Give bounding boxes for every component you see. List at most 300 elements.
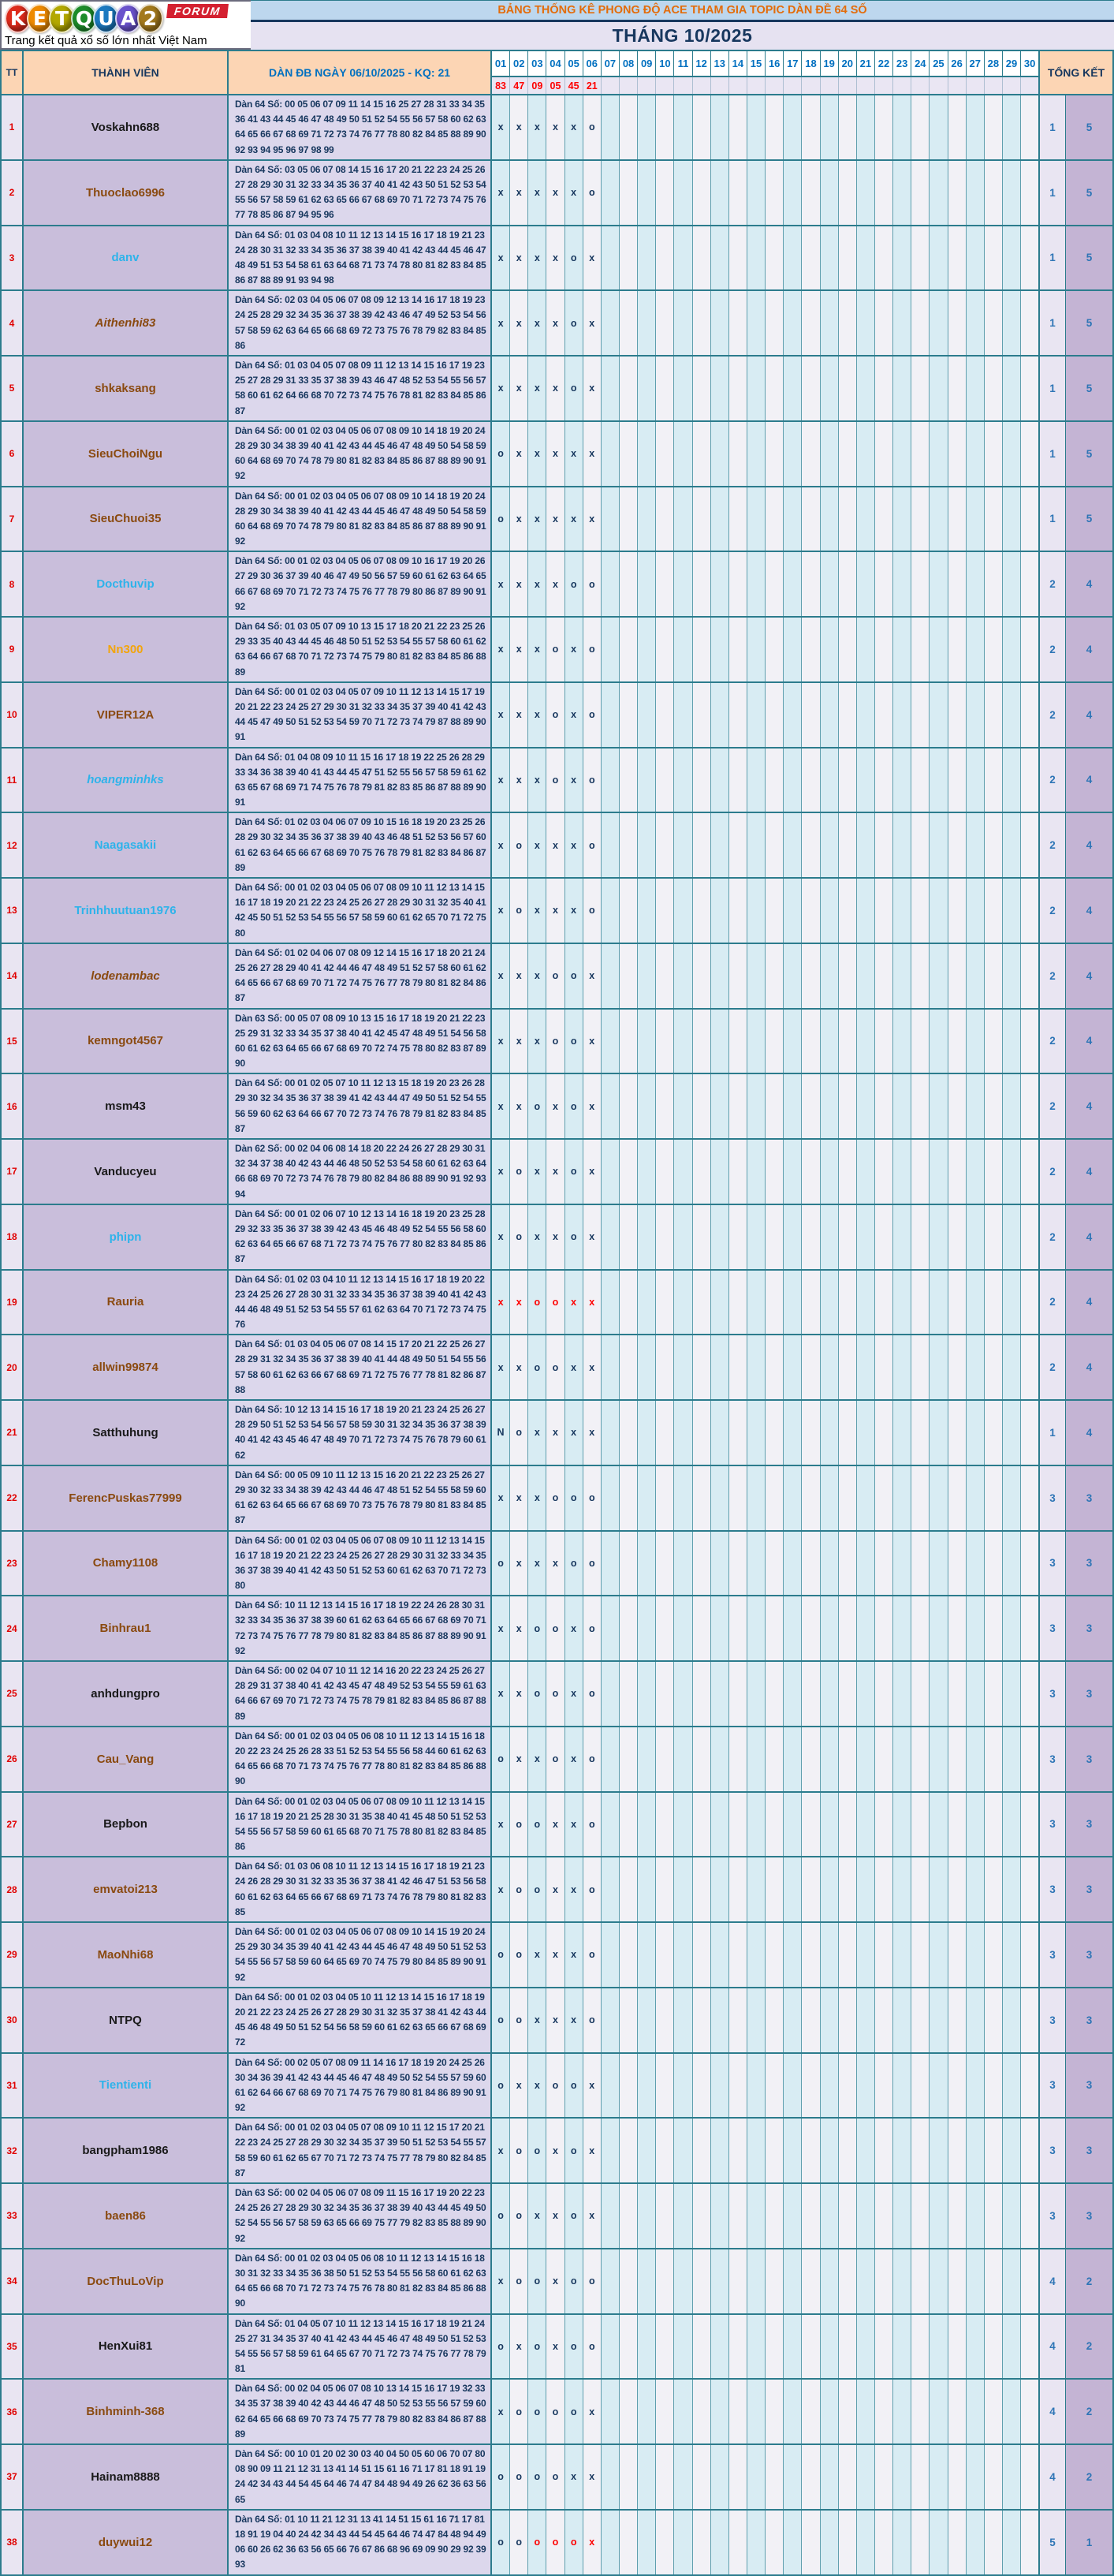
day-mark-cell [893, 95, 911, 159]
day-mark-cell [1003, 1335, 1021, 1399]
dan-numbers: 01 04 05 07 10 11 12 13 14 15 16 17 18 19 21 24 25 27 31 34 35 37 40 41 42 43 44 45 46 47 48 49 50 51 52 53 54 55 56 57 58 59 61 64 65 67 70 71 72 73 74 75 76 77 78 79 81 [235, 2317, 486, 2375]
day-mark-cell [839, 2249, 857, 2313]
dan-cell [227, 749, 490, 812]
day-mark-cell [839, 1140, 857, 1204]
day-mark-cell: x [528, 944, 546, 1008]
day-mark-cell [821, 2511, 839, 2574]
day-mark-cell [784, 95, 802, 159]
day-mark-cell: x [492, 1205, 510, 1269]
day-mark-cell [711, 2054, 729, 2118]
day-mark-cell [1003, 1401, 1021, 1465]
table-row [2, 551, 1112, 616]
day-mark-cell [729, 1793, 747, 1857]
day-mark-cell [930, 1010, 948, 1073]
day-mark-cell [821, 618, 839, 681]
day-mark-cell: o [492, 1988, 510, 2052]
day-mark-cell [802, 2511, 820, 2574]
day-mark-cell [930, 1857, 948, 1921]
day-mark-cell [821, 2315, 839, 2379]
day-mark-cell [948, 161, 967, 225]
day-mark-cell: o [510, 2119, 528, 2182]
day-mark-cell [729, 1857, 747, 1921]
table-row [2, 1008, 1112, 1073]
day-mark-cell: x [565, 2445, 583, 2509]
day-mark-cell [839, 2184, 857, 2248]
table-row [2, 2052, 1112, 2118]
day-mark-cell [985, 161, 1003, 225]
day-mark-cell [711, 552, 729, 616]
member-name: Hainam8888 [22, 2445, 227, 2509]
day-mark-cell: o [510, 2445, 528, 2509]
day-mark-cell [656, 422, 674, 486]
total-o-count: 3 [1040, 1923, 1066, 1987]
site-logo[interactable] [0, 0, 251, 50]
day-mark-cell [729, 1074, 747, 1138]
day-mark-cell [766, 944, 784, 1008]
board-title: BẢNG THỐNG KÊ PHONG ĐỘ ACE THAM GIA TOPIC DÀN ĐỀ 64 SỐ [251, 1, 1114, 22]
day-mark-cell [656, 1727, 674, 1791]
dan-numbers: 01 04 08 09 10 11 15 16 17 18 19 22 25 26 28 29 33 34 36 38 39 40 41 43 44 45 47 51 52 55 56 57 58 59 61 62 63 65 67 68 69 71 74 75 76 78 79 81 82 83 85 86 87 88 89 90 91 [235, 751, 486, 808]
total-o-count: 3 [1040, 1988, 1066, 2052]
day-mark-cell [893, 422, 911, 486]
day-mark-cell: x [510, 357, 528, 420]
day-mark-cell [711, 95, 729, 159]
day-mark-cell [711, 1401, 729, 1465]
day-mark-cell [893, 1532, 911, 1596]
day-mark-cell [747, 1205, 766, 1269]
total-x-count: 4 [1066, 1205, 1112, 1269]
day-mark-cell: x [583, 1140, 602, 1204]
day-mark-cell [729, 2315, 747, 2379]
kq-value-cell [729, 77, 747, 94]
total-x-count: 4 [1066, 1140, 1112, 1204]
day-mark-cell [711, 2511, 729, 2574]
day-mark-cell [766, 226, 784, 290]
day-mark-cell [893, 2184, 911, 2248]
total-x-count: 2 [1066, 2380, 1112, 2443]
total-cell [1038, 1074, 1112, 1138]
day-mark-cell: o [565, 291, 583, 355]
day-mark-cell [784, 487, 802, 551]
table-row [2, 2378, 1112, 2443]
row-number: 1 [2, 95, 22, 159]
banner-right [251, 0, 1114, 50]
day-mark-cell [674, 2380, 692, 2443]
day-mark-cell [766, 2184, 784, 2248]
day-marks [490, 552, 1038, 616]
day-mark-cell [875, 2184, 893, 2248]
day-mark-cell: o [492, 2511, 510, 2574]
day-mark-cell [674, 552, 692, 616]
member-name: VIPER12A [22, 683, 227, 747]
day-mark-cell [875, 879, 893, 943]
dan-numbers: 00 01 02 03 04 05 06 07 08 09 10 11 12 13 14 15 16 17 18 19 20 21 22 23 24 25 26 27 28 29 30 31 32 33 34 35 36 37 38 39 40 41 42 43 50 51 52 53 60 61 62 63 70 71 72 73 80 [235, 1534, 486, 1592]
day-mark-cell [638, 2249, 656, 2313]
day-mark-cell: o [510, 1923, 528, 1987]
day-mark-cell [729, 618, 747, 681]
day-mark-cell [656, 1596, 674, 1660]
day-mark-cell [893, 2380, 911, 2443]
day-mark-cell [1021, 1271, 1038, 1335]
total-cell [1038, 1727, 1112, 1791]
total-x-count: 4 [1066, 813, 1112, 877]
day-mark-cell [711, 1010, 729, 1073]
day-mark-cell [967, 2511, 985, 2574]
day-mark-cell [711, 683, 729, 747]
day-mark-cell [985, 1596, 1003, 1660]
dan-label: Dàn 64 Số: [235, 816, 283, 828]
day-mark-cell: x [510, 618, 528, 681]
day-mark-cell [1021, 2054, 1038, 2118]
day-mark-cell [948, 95, 967, 159]
day-mark-cell: x [528, 552, 546, 616]
day-mark-cell [1003, 2511, 1021, 2574]
day-mark-cell [729, 1988, 747, 2052]
dan-numbers: 00 01 02 03 04 05 06 07 08 09 10 11 12 13 14 15 16 17 18 19 20 21 25 28 30 31 35 38 40 41 45 48 50 51 52 53 54 55 56 57 58 59 60 61 65 68 70 71 75 78 80 81 82 83 84 85 86 [235, 1795, 486, 1853]
day-marks [490, 749, 1038, 812]
day-mark-cell [729, 291, 747, 355]
day-mark-cell [747, 1988, 766, 2052]
day-mark-cell: x [528, 1466, 546, 1530]
total-o-count: 3 [1040, 2184, 1066, 2248]
day-mark-cell [930, 422, 948, 486]
day-mark-cell [729, 1923, 747, 1987]
dan-cell [227, 2249, 490, 2313]
table-row [2, 2248, 1112, 2313]
day-mark-cell [821, 226, 839, 290]
day-mark-cell: x [583, 2184, 602, 2248]
day-marks [490, 2380, 1038, 2443]
day-mark-cell [930, 813, 948, 877]
day-mark-cell [784, 944, 802, 1008]
day-mark-cell [656, 618, 674, 681]
day-mark-cell [857, 1662, 875, 1726]
day-mark-cell [1003, 1988, 1021, 2052]
dan-label: Dàn 64 Số: [235, 621, 283, 632]
day-mark-cell [711, 2380, 729, 2443]
day-mark-cell [656, 552, 674, 616]
day-mark-cell [911, 2184, 930, 2248]
day-mark-cell [893, 1140, 911, 1204]
day-mark-cell [930, 944, 948, 1008]
day-mark-cell [967, 618, 985, 681]
logo-tagline: Trang kết quả xổ số lớn nhất Việt Nam [5, 34, 207, 47]
day-mark-cell [985, 487, 1003, 551]
dan-label: Dàn 64 Số: [235, 294, 283, 306]
dan-numbers: 00 05 06 07 09 11 14 15 16 25 27 28 31 33 34 35 36 41 43 44 45 46 47 48 49 50 51 52 54 55 56 57 58 60 62 63 64 65 66 67 68 69 71 72 73 74 76 77 78 80 82 84 85 88 89 90 92 93 94 95 96 97 98 99 [235, 99, 486, 155]
day-mark-cell: o [583, 879, 602, 943]
day-mark-cell [620, 2184, 638, 2248]
total-x-count: 5 [1066, 95, 1112, 159]
day-mark-cell [985, 226, 1003, 290]
day-mark-cell [784, 226, 802, 290]
day-mark-cell [766, 1074, 784, 1138]
member-name: MaoNhi68 [22, 1923, 227, 1987]
day-mark-cell [766, 2445, 784, 2509]
day-mark-cell [747, 2184, 766, 2248]
day-mark-cell [693, 552, 711, 616]
day-mark-cell [857, 1857, 875, 1921]
kq-value-cell [766, 77, 784, 94]
day-mark-cell [674, 95, 692, 159]
total-x-count: 4 [1066, 879, 1112, 943]
total-x-count: 4 [1066, 1074, 1112, 1138]
day-mark-cell [857, 2380, 875, 2443]
day-header-cell: 01 [492, 51, 510, 76]
day-mark-cell [821, 879, 839, 943]
day-mark-cell [711, 487, 729, 551]
day-mark-cell [967, 1466, 985, 1530]
day-mark-cell [1003, 618, 1021, 681]
total-cell [1038, 1010, 1112, 1073]
day-mark-cell [857, 683, 875, 747]
day-mark-cell [711, 944, 729, 1008]
day-mark-cell [821, 813, 839, 877]
table-row [2, 1073, 1112, 1138]
day-mark-cell [766, 2249, 784, 2313]
day-mark-cell [784, 1074, 802, 1138]
day-mark-cell [821, 1532, 839, 1596]
day-mark-cell [893, 357, 911, 420]
day-mark-cell: x [546, 1988, 564, 2052]
day-mark-cell [967, 813, 985, 877]
table-row [2, 2117, 1112, 2182]
day-mark-cell [656, 357, 674, 420]
kq-value-cell [911, 77, 930, 94]
day-mark-cell [638, 2119, 656, 2182]
day-mark-cell [766, 2380, 784, 2443]
header-tt: TT [6, 67, 18, 78]
day-mark-cell: x [583, 1401, 602, 1465]
day-mark-cell: x [492, 552, 510, 616]
day-mark-cell: x [510, 1335, 528, 1399]
dan-label: Dàn 64 Số: [235, 751, 283, 763]
day-mark-cell [1021, 1857, 1038, 1921]
dan-cell [227, 2054, 490, 2118]
forum-badge: FORUM [166, 4, 229, 18]
member-name: Tientienti [22, 2054, 227, 2118]
day-mark-cell: x [565, 879, 583, 943]
table-row [2, 1726, 1112, 1791]
day-mark-cell: x [492, 2119, 510, 2182]
row-number: 8 [2, 552, 22, 616]
logo-letter: U [93, 4, 119, 33]
total-o-count: 2 [1040, 1140, 1066, 1204]
day-mark-cell [985, 2445, 1003, 2509]
day-mark-cell: x [565, 749, 583, 812]
day-mark-cell [911, 487, 930, 551]
dan-cell [227, 226, 490, 290]
day-mark-cell [948, 2315, 967, 2379]
day-mark-cell [674, 2184, 692, 2248]
total-x-count: 3 [1066, 2054, 1112, 2118]
day-mark-cell [948, 683, 967, 747]
day-mark-cell: x [510, 161, 528, 225]
day-mark-cell [674, 487, 692, 551]
day-mark-cell [911, 944, 930, 1008]
day-mark-cell: x [546, 422, 564, 486]
day-mark-cell [821, 552, 839, 616]
dan-label: Dàn 64 Số: [235, 1665, 283, 1676]
day-mark-cell [693, 1793, 711, 1857]
day-mark-cell [1021, 749, 1038, 812]
day-mark-cell: x [510, 226, 528, 290]
day-mark-cell [875, 1532, 893, 1596]
total-o-count: 1 [1040, 1401, 1066, 1465]
day-mark-cell [948, 1988, 967, 2052]
total-cell [1038, 2511, 1112, 2574]
day-mark-cell [948, 1140, 967, 1204]
member-name: Satthuhung [22, 1401, 227, 1465]
day-mark-cell [693, 2249, 711, 2313]
dan-cell [227, 422, 490, 486]
day-mark-cell [674, 1532, 692, 1596]
total-cell [1038, 683, 1112, 747]
day-mark-cell [784, 161, 802, 225]
dan-cell [227, 552, 490, 616]
total-cell [1038, 879, 1112, 943]
day-mark-cell [930, 2445, 948, 2509]
day-mark-cell [747, 291, 766, 355]
day-mark-cell [1021, 1074, 1038, 1138]
row-number: 4 [2, 291, 22, 355]
day-mark-cell [1021, 1532, 1038, 1596]
day-mark-cell [766, 2119, 784, 2182]
day-header-cell: 18 [802, 51, 820, 76]
dan-cell [227, 1727, 490, 1791]
day-mark-cell: x [492, 357, 510, 420]
day-mark-cell: o [583, 1727, 602, 1791]
day-mark-cell: x [492, 1793, 510, 1857]
row-number: 22 [2, 1466, 22, 1530]
day-mark-cell [602, 1271, 620, 1335]
row-number: 33 [2, 2184, 22, 2248]
day-mark-cell [711, 1857, 729, 1921]
day-mark-cell [1003, 2249, 1021, 2313]
day-mark-cell [839, 1793, 857, 1857]
total-x-count: 4 [1066, 1010, 1112, 1073]
day-mark-cell [1003, 813, 1021, 877]
day-mark-cell [911, 95, 930, 159]
day-mark-cell [620, 1466, 638, 1530]
day-mark-cell [948, 749, 967, 812]
day-mark-cell [802, 291, 820, 355]
day-mark-cell [729, 2445, 747, 2509]
day-mark-cell [911, 552, 930, 616]
member-name: SieuChoiNgu [22, 422, 227, 486]
total-o-count: 4 [1040, 2445, 1066, 2509]
total-o-count: 3 [1040, 1857, 1066, 1921]
day-mark-cell [875, 1596, 893, 1660]
day-marks [490, 357, 1038, 420]
day-mark-cell [729, 161, 747, 225]
kq-value-cell [875, 77, 893, 94]
day-mark-cell [821, 1727, 839, 1791]
day-mark-cell [674, 1988, 692, 2052]
day-mark-cell [602, 161, 620, 225]
day-mark-cell [1021, 1793, 1038, 1857]
kq-value-cell [693, 77, 711, 94]
total-cell [1038, 1466, 1112, 1530]
day-mark-cell [948, 1466, 967, 1530]
total-cell [1038, 2184, 1112, 2248]
day-mark-cell [674, 2511, 692, 2574]
day-mark-cell [1021, 2315, 1038, 2379]
day-mark-cell [1021, 1466, 1038, 1530]
row-number: 5 [2, 357, 22, 420]
day-mark-cell: x [528, 161, 546, 225]
day-mark-cell: o [510, 1793, 528, 1857]
day-mark-cell [967, 1793, 985, 1857]
day-mark-cell [747, 1596, 766, 1660]
day-mark-cell: x [528, 1532, 546, 1596]
kq-value-cell: 05 [546, 77, 564, 94]
day-mark-cell [948, 552, 967, 616]
day-mark-cell [602, 2315, 620, 2379]
day-mark-cell [656, 2380, 674, 2443]
day-mark-cell [930, 2119, 948, 2182]
day-mark-cell [802, 879, 820, 943]
total-x-count: 3 [1066, 2119, 1112, 2182]
day-mark-cell [674, 944, 692, 1008]
day-mark-cell [602, 879, 620, 943]
day-mark-cell [784, 1596, 802, 1660]
day-mark-cell [930, 2054, 948, 2118]
day-mark-cell [911, 618, 930, 681]
day-header-cell: 11 [674, 51, 692, 76]
day-mark-cell: x [510, 1074, 528, 1138]
day-mark-cell: x [583, 357, 602, 420]
day-mark-cell: o [583, 1466, 602, 1530]
dan-label: Dàn 64 Số: [235, 490, 283, 502]
day-mark-cell: x [565, 1857, 583, 1921]
day-mark-cell [1021, 487, 1038, 551]
day-mark-cell [602, 618, 620, 681]
day-marks [490, 813, 1038, 877]
member-name: Binhminh-368 [22, 2380, 227, 2443]
day-mark-cell: x [492, 2380, 510, 2443]
day-mark-cell [930, 1727, 948, 1791]
day-mark-cell [821, 2380, 839, 2443]
day-mark-cell [747, 2054, 766, 2118]
day-mark-cell [766, 813, 784, 877]
day-mark-cell [1003, 1140, 1021, 1204]
day-mark-cell [620, 2511, 638, 2574]
row-number: 18 [2, 1205, 22, 1269]
day-mark-cell [875, 1205, 893, 1269]
day-mark-cell [967, 2249, 985, 2313]
day-mark-cell [967, 1271, 985, 1335]
day-mark-cell [1003, 226, 1021, 290]
day-mark-cell [821, 1140, 839, 1204]
member-name: Aithenhi83 [22, 291, 227, 355]
day-mark-cell [747, 944, 766, 1008]
total-x-count: 3 [1066, 1988, 1112, 2052]
day-mark-cell [839, 1532, 857, 1596]
row-number: 23 [2, 1532, 22, 1596]
day-mark-cell [674, 1010, 692, 1073]
day-mark-cell [857, 879, 875, 943]
day-mark-cell [602, 1466, 620, 1530]
dan-numbers: 00 02 04 07 10 11 12 14 16 20 22 23 24 25 26 27 28 29 31 37 38 40 41 42 43 45 47 48 49 52 53 54 55 59 61 63 64 66 67 69 70 71 72 73 74 75 78 79 81 82 83 84 85 86 87 88 89 [235, 1665, 486, 1722]
day-mark-cell [911, 1923, 930, 1987]
day-mark-cell: o [583, 749, 602, 812]
day-marks [490, 1466, 1038, 1530]
table-row [2, 2182, 1112, 2248]
day-mark-cell [747, 1010, 766, 1073]
day-mark-cell [1021, 1923, 1038, 1987]
day-mark-cell [729, 1662, 747, 1726]
